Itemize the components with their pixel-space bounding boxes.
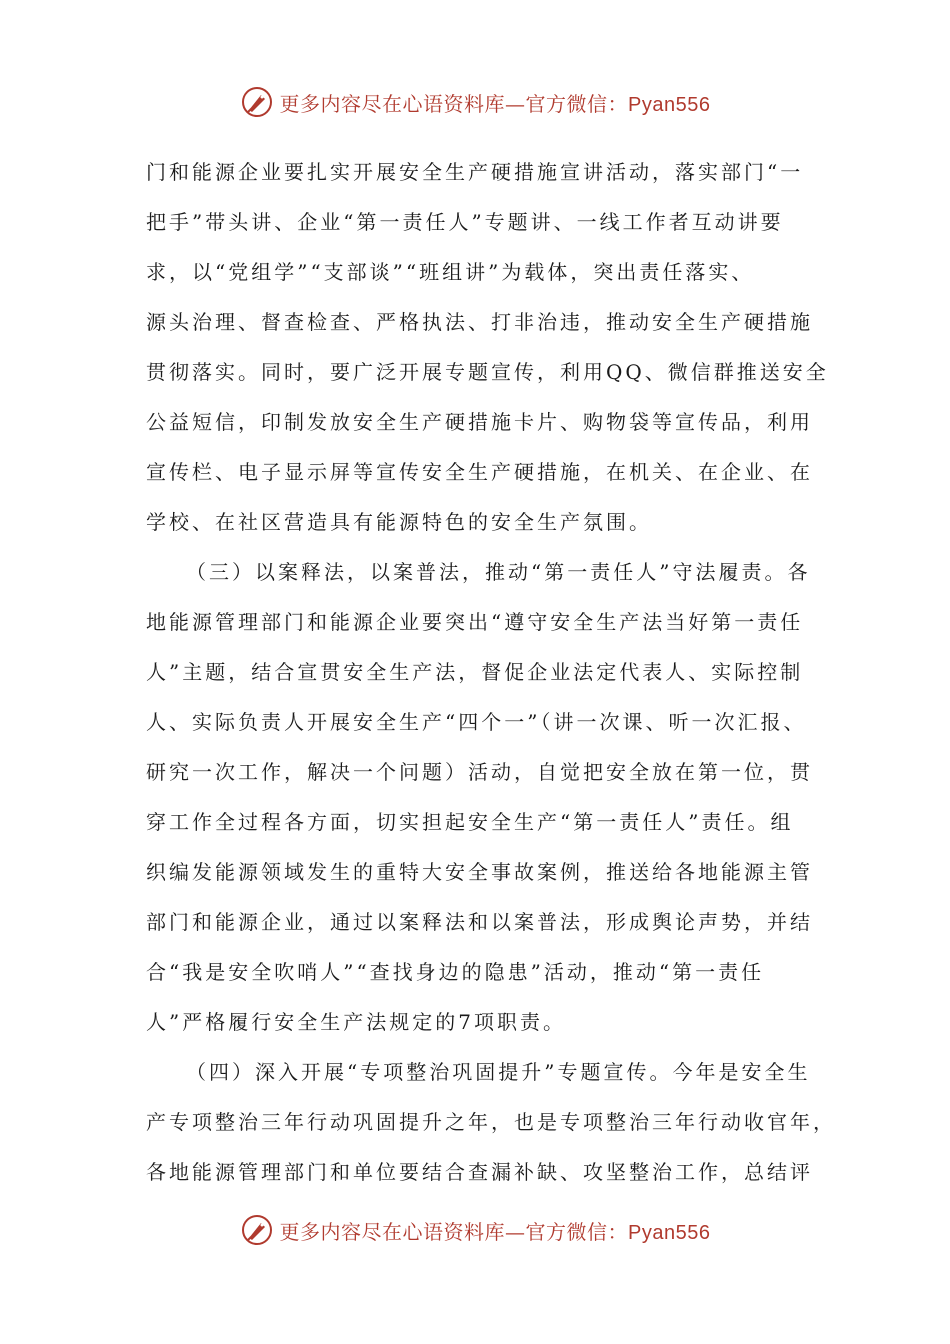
text-line: 地能源管理部门和能源企业要突出“遵守安全生产法当好第一责任 — [146, 610, 804, 634]
text-line: 贯彻落实。同时，要广泛开展专题宣传，利用QQ、微信群推送安全 — [146, 360, 829, 384]
text-line: 宣传栏、电子显示屏等宣传安全生产硬措施，在机关、在企业、在 — [146, 460, 813, 484]
text-line: 公益短信，印制发放安全生产硬措施卡片、购物袋等宣传品，利用 — [146, 410, 813, 434]
text-line: 人”主题，结合宣贯安全生产法，督促企业法定代表人、实际控制 — [146, 660, 804, 684]
wechat-id: Pyan556 — [628, 1221, 711, 1244]
text-line: （四）深入开展“专项整治巩固提升”专题宣传。今年是安全生 — [186, 1060, 811, 1084]
text-line: 把手”带头讲、企业“第一责任人”专题讲、一线工作者互动讲要 — [146, 210, 784, 234]
footer-banner — [0, 1208, 950, 1252]
text-line: 部门和能源企业，通过以案释法和以案普法，形成舆论声势，并结 — [146, 910, 813, 934]
text-line: 合“我是安全吹哨人”“查找身边的隐患”活动，推动“第一责任 — [146, 960, 765, 984]
text-line: 人”严格履行安全生产法规定的7项职责。 — [146, 1010, 566, 1034]
text-line: 穿工作全过程各方面，切实担起安全生产“第一责任人”责任。组 — [146, 810, 794, 834]
banner-text — [280, 88, 711, 117]
text-line: 织编发能源领域发生的重特大安全事故案例，推送给各地能源主管 — [146, 860, 813, 884]
pen-nib-icon — [240, 85, 274, 119]
text-line: （三）以案释法，以案普法，推动“第一责任人”守法履责。各 — [186, 560, 811, 584]
banner-caption: 更多内容尽在心语资料库—官方微信： — [279, 91, 629, 116]
text-line: 人、实际负责人开展安全生产“四个一”（讲一次课、听一次汇报、 — [146, 710, 807, 734]
text-line: 各地能源管理部门和单位要结合查漏补缺、攻坚整治工作，总结评 — [146, 1160, 813, 1184]
document-body — [146, 147, 836, 1197]
text-line: 求，以“党组学”“支部谈”“班组讲”为载体，突出责任落实、 — [146, 260, 755, 284]
banner-caption: 更多内容尽在心语资料库—官方微信： — [279, 1219, 629, 1244]
banner-text — [280, 1216, 711, 1245]
wechat-id: Pyan556 — [628, 93, 711, 116]
text-line: 产专项整治三年行动巩固提升之年，也是专项整治三年行动收官年， — [146, 1110, 836, 1134]
text-line: 学校、在社区营造具有能源特色的安全生产氛围。 — [146, 510, 652, 534]
header-banner — [0, 80, 950, 124]
text-line: 源头治理、督查检查、严格执法、打非治违，推动安全生产硬措施 — [146, 310, 813, 334]
pen-nib-icon — [240, 1213, 274, 1247]
text-line: 研究一次工作，解决一个问题）活动，自觉把安全放在第一位，贯 — [146, 760, 813, 784]
text-line: 门和能源企业要扎实开展安全生产硬措施宣讲活动，落实部门“一 — [146, 160, 804, 184]
